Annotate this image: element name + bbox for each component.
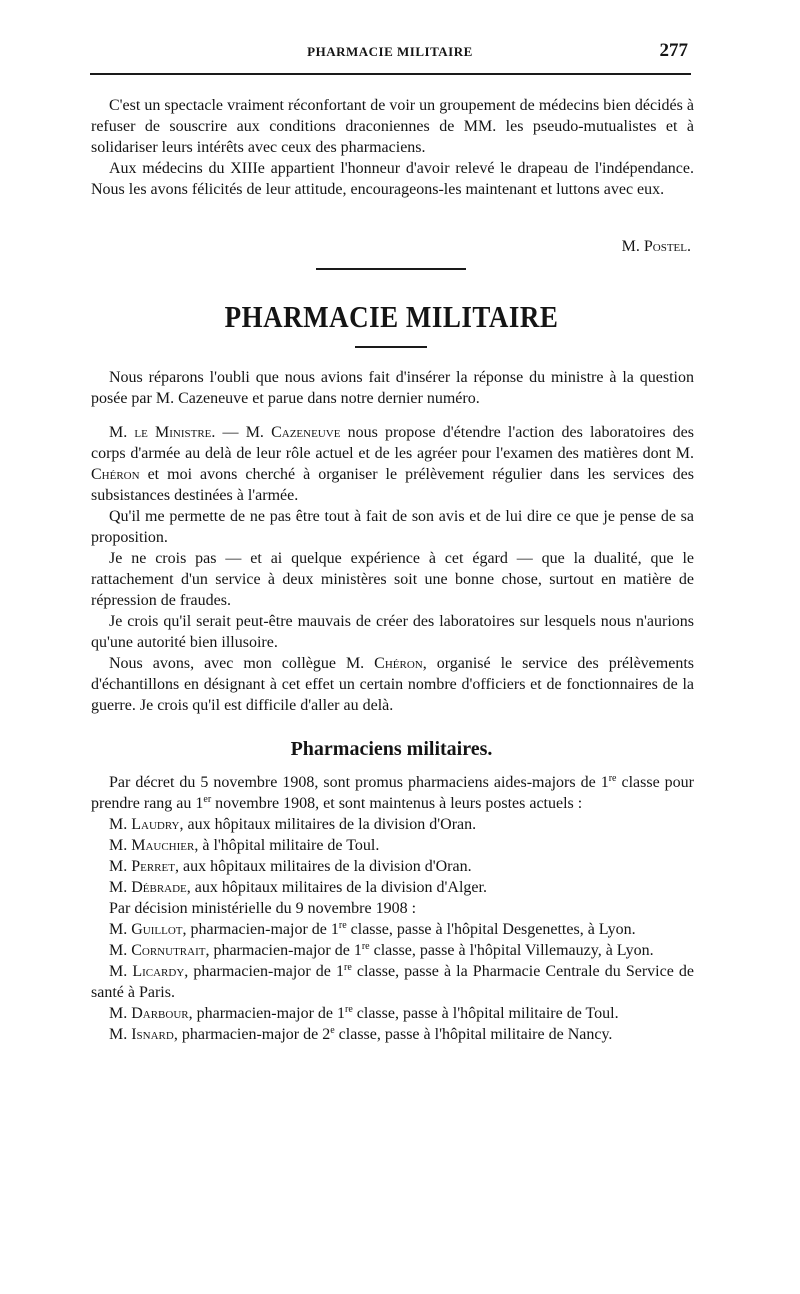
section-rule (355, 346, 427, 348)
speaker-name: M. le Ministre. (109, 424, 216, 441)
speech-paragraph: Je crois qu'il serait peut-être mauvais de créer des laboratoires sur lesquels nous n'aurions qu'une autorité bien illusoire. (91, 613, 694, 651)
appointments (91, 772, 694, 1045)
speech-paragraph (91, 422, 694, 506)
entry-text: , aux hôpitaux militaires de la division d'Oran. (179, 816, 477, 833)
ordinal-suffix: re (608, 773, 617, 784)
ordinal-suffix: re (345, 1004, 353, 1015)
decree-text: novembre 1908, et sont maintenus à leurs postes actuels : (211, 795, 583, 812)
section-intro-paragraph: Nous réparons l'oubli que nous avions fait d'insérer la réponse du ministre à la question posée par M. Cazeneuve et parue dans notre dernier numéro. (91, 369, 694, 407)
ordinal-suffix: re (361, 941, 370, 952)
mentioned-name: M. Cazeneuve (245, 424, 341, 441)
promotion-entry (91, 814, 694, 835)
decree-paragraph (91, 772, 694, 814)
entry-text: classe, passe à l'hôpital Desgenettes, à Lyon. (346, 921, 636, 938)
ordinal-suffix: re (343, 962, 352, 973)
minister-speech (91, 422, 694, 716)
entry-text: , pharmacien-major de 1 (182, 921, 339, 938)
entry-text: classe, passe à l'hôpital militaire de Toul. (352, 1005, 619, 1022)
intro-paragraph: Aux médecins du XIIIe appartient l'honneur d'avoir relevé le drapeau de l'indépendance. Nous les avons félicités de leur attitude, encourageons-les maintenant et luttons avec eux. (91, 160, 694, 198)
speech-paragraph (91, 653, 694, 716)
running-title: PHARMACIE MILITAIRE (307, 44, 473, 59)
person-name: M. Darbour (109, 1005, 189, 1022)
entry-text: classe, passe à l'hôpital militaire de Nancy. (334, 1026, 613, 1043)
entry-text: classe, passe à l'hôpital Villemauzy, à Lyon. (369, 942, 654, 959)
speech-paragraph: Je ne crois pas — et ai quelque expérience à cet égard — que la dualité, que le rattachement d'un service à deux ministères soit une bonne chose, surtout en matière de répression de fraudes. (91, 550, 694, 609)
entry-text: , pharmacien-major de 1 (184, 963, 344, 980)
section-intro (91, 367, 694, 409)
speech-text: Nous avons, avec mon collègue (109, 655, 346, 672)
entry-text: , pharmacien-major de 2 (173, 1026, 331, 1043)
subsection-title: Pharmaciens militaires. (290, 738, 493, 760)
person-name: M. Mauchier (109, 837, 195, 854)
decree-text: classe pour prendre rang au 1 (91, 774, 695, 812)
mentioned-name: M. Chéron (91, 445, 694, 483)
ordinal-suffix: re (338, 920, 347, 931)
intro-paragraph: C'est un spectacle vraiment réconfortant de voir un groupement de médecins bien décidés à refuser de souscrire aux conditions draconiennes de MM. les pseudo-mutualistes et à solidariser leurs intérêts avec ceux des pharmaciens. (91, 97, 694, 156)
entry-text: , pharmacien-major de 1 (205, 942, 362, 959)
mentioned-name: M. Chéron (345, 655, 423, 672)
person-name: M. Perret (109, 858, 175, 875)
person-name: M. Débrade (109, 879, 187, 896)
entry-text: classe, passe à la Pharmacie Centrale du Service de santé à Paris. (91, 963, 695, 1001)
transfer-entry (91, 1003, 694, 1024)
signature: M. Postel. (621, 238, 691, 255)
header-rule (90, 73, 691, 75)
person-name: M. Isnard (109, 1026, 174, 1043)
speech-paragraph: Qu'il me permette de ne pas être tout à fait de son avis et de lui dire ce que je pense de sa proposition. (91, 508, 694, 546)
ordinal-suffix: er (203, 794, 212, 805)
person-name: M. Guillot (109, 921, 183, 938)
entry-text: , pharmacien-major de 1 (188, 1005, 345, 1022)
promotion-entry (91, 877, 694, 898)
transfer-entry (91, 919, 694, 940)
speech-text: nous propose d'étendre l'action des laboratoires des corps d'armée au delà de leur rôle actuel et de les agréer pour l'examen des matières dont (91, 424, 694, 462)
transfer-entry (91, 940, 694, 961)
page-number: 277 (659, 40, 688, 61)
entry-text: , aux hôpitaux militaires de la division d'Alger. (186, 879, 487, 896)
entry-text: , aux hôpitaux militaires de la division d'Oran. (174, 858, 472, 875)
speech-text: et moi avons cherché à organiser le prélèvement régulier dans les services des subsistances destinées à l'armée. (91, 466, 694, 504)
decree-text: Par décret du 5 novembre 1908, sont promus pharmaciens aides-majors de 1 (109, 774, 609, 791)
decision-intro: Par décision ministérielle du 9 novembre 1908 : (109, 900, 417, 917)
transfer-entry (91, 961, 694, 1003)
dash: — (215, 424, 246, 441)
ordinal-suffix: e (330, 1025, 335, 1036)
running-header (90, 40, 690, 64)
transfer-entry (91, 1024, 694, 1045)
section-title: PHARMACIE MILITAIRE (224, 300, 559, 334)
speech-text: , organisé le service des prélèvements d'échantillons en désignant à cet effet un certain nombre d'officiers et de fonctionnaires de la guerre. Je crois qu'il est difficile d'aller au delà. (91, 655, 694, 714)
intro-text (91, 95, 694, 200)
separator-rule (316, 268, 466, 270)
person-name: M. Licardy (109, 963, 185, 980)
promotion-entry (91, 856, 694, 877)
person-name: M. Cornutrait (109, 942, 206, 959)
entry-text: , à l'hôpital militaire de Toul. (194, 837, 380, 854)
promotion-entry (91, 835, 694, 856)
person-name: M. Laudry (109, 816, 180, 833)
